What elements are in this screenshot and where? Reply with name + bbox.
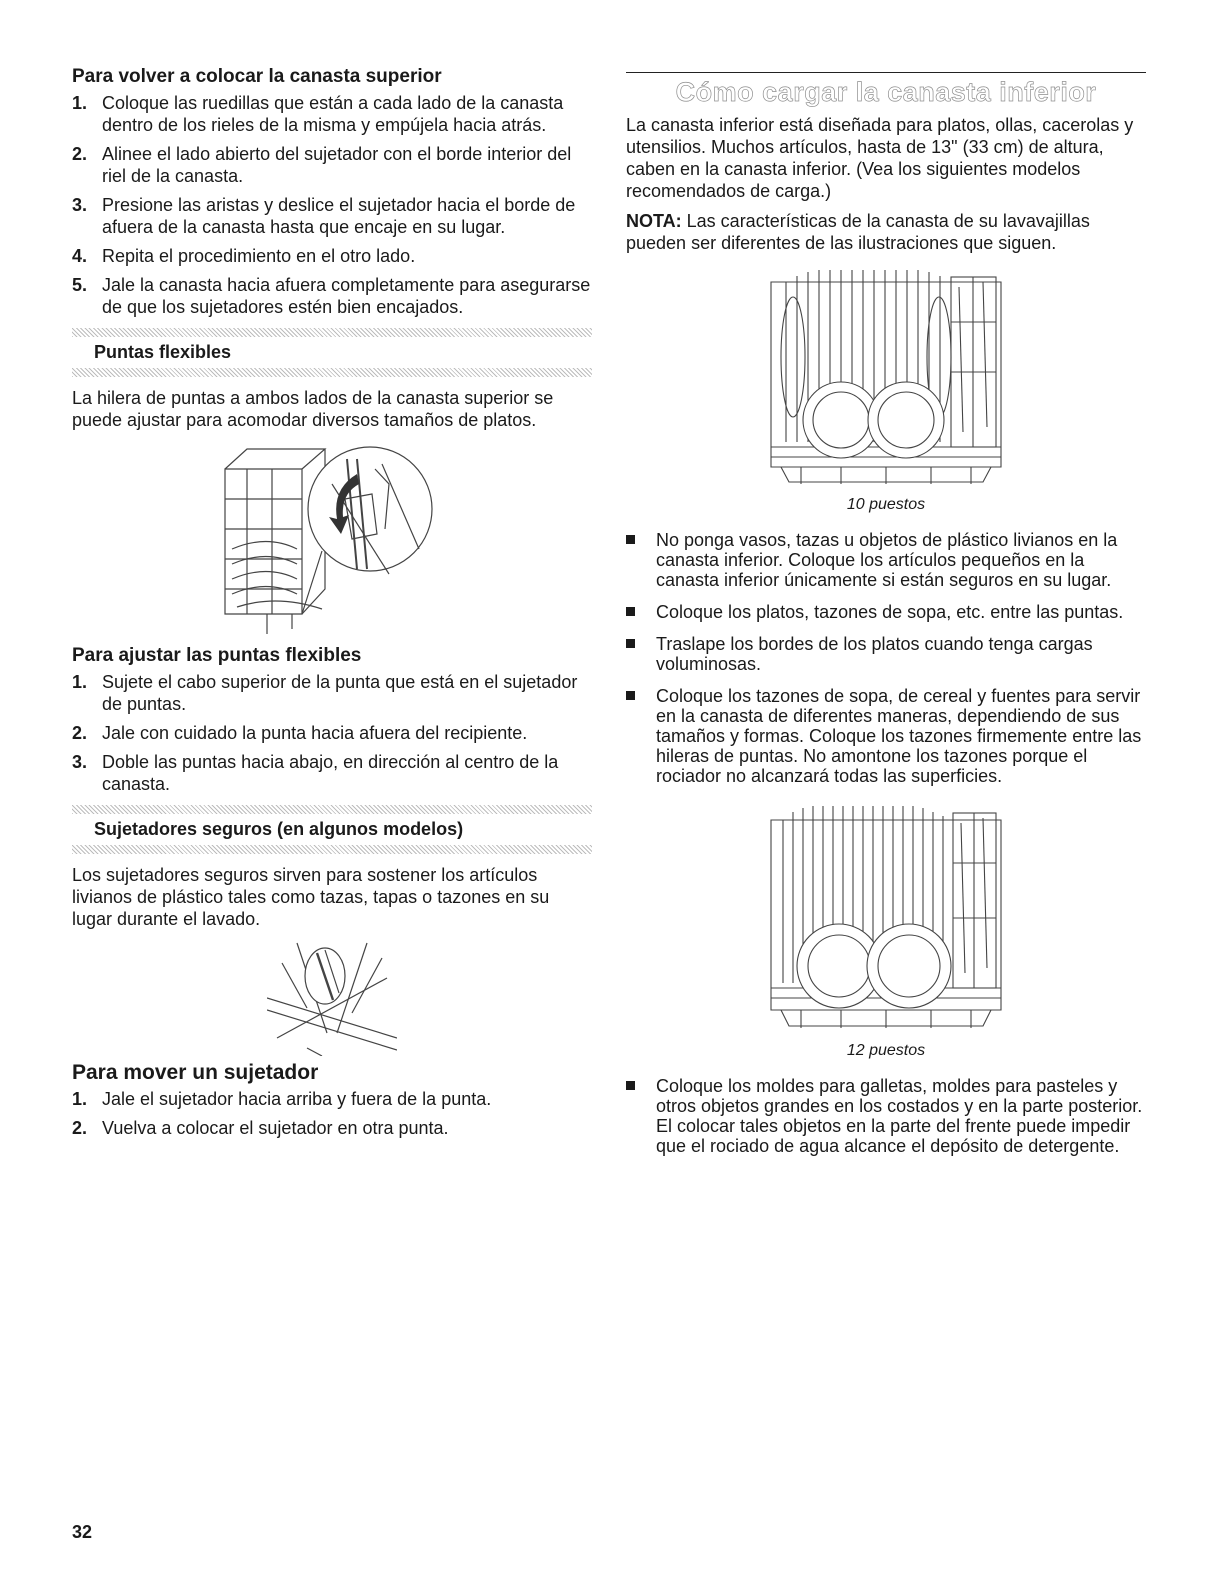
bullet-square [626,607,635,616]
lower-rack-title: Cómo cargar la canasta inferior [675,77,1097,107]
step-number: 3. [72,195,88,215]
step-number: 2. [72,1118,88,1138]
list-item [626,634,1146,674]
note-paragraph [626,210,1146,254]
step-text: Jale con cuidado la punta hacia afuera del recipiente. [102,723,528,743]
bullet-square [626,535,635,544]
list-item [72,1117,592,1139]
bullet-square [626,691,635,700]
step-number: 1. [72,672,88,692]
step-text: Coloque las ruedillas que están a cada lado de la canasta dentro de los rieles de la misma y empújela hacia atrás. [102,93,564,135]
move-clip-steps [72,1088,592,1139]
section-title-adjust-tines: Para ajustar las puntas flexibles [72,645,362,666]
step-number: 4. [72,246,88,266]
hatch-divider [72,328,592,337]
secure-clips-body: Los sujetadores seguros sirven para sostener los artículos livianos de plástico tales como tazas, tapas o tazones en su lugar durante el lavado. [72,865,550,929]
section-rule [626,72,1146,73]
section-title-replace-basket: Para volver a colocar la canasta superior [72,66,442,87]
list-item [72,92,592,136]
list-item [72,1088,592,1110]
step-text: Repita el procedimiento en el otro lado. [102,246,416,266]
left-column [72,60,592,1146]
step-text: Jale el sujetador hacia arriba y fuera de la punta. [102,1089,492,1109]
subheading-secure-clips [72,805,592,854]
step-number: 3. [72,752,88,772]
bullet-text: Traslape los bordes de los platos cuando tenga cargas voluminosas. [656,634,1093,674]
list-item [72,671,592,715]
step-text: Sujete el cabo superior de la punta que está en el sujetador de puntas. [102,672,578,714]
step-text: Jale la canasta hacia afuera completamente para asegurarse de que los sujetadores estén bien encajados. [102,275,591,317]
note-text: Las características de la canasta de su lavavajillas pueden ser diferentes de las ilustraciones que siguen. [626,211,1090,253]
hatch-divider [72,368,592,377]
step-number: 1. [72,93,88,113]
list-item [72,274,592,318]
list-item [626,602,1146,622]
bullet-text: Coloque los platos, tazones de sopa, etc. entre las puntas. [656,602,1124,622]
hatch-divider [72,845,592,854]
bullet-square [626,639,635,648]
adjust-tines-steps [72,671,592,795]
list-item [626,1076,1146,1156]
subheading-flexible-tines [72,328,592,377]
loading-tips-list [626,530,1146,786]
lower-rack-12-place-illustration [761,798,1011,1036]
section-title-move-clip: Para mover un sujetador [72,1061,319,1084]
right-column [626,60,1146,1168]
step-text: Doble las puntas hacia abajo, en dirección al centro de la canasta. [102,752,559,794]
list-item [72,722,592,744]
step-number: 5. [72,275,88,295]
subheading-title: Puntas flexibles [94,342,232,362]
list-item [626,530,1146,590]
bullet-square [626,1081,635,1090]
flexible-tines-body: La hilera de puntas a ambos lados de la canasta superior se puede ajustar para acomodar diversos tamaños de platos. [72,388,554,430]
bullet-text: No ponga vasos, tazas u objetos de plástico livianos en la canasta inferior. Coloque los artículos pequeños en la canasta inferior únicamente si están seguros en su lugar. [656,530,1118,590]
note-label: NOTA: [626,211,682,231]
step-text: Alinee el lado abierto del sujetador con el borde interior del riel de la canasta. [102,144,572,186]
replace-basket-steps [72,92,592,318]
lower-rack-intro: La canasta inferior está diseñada para platos, ollas, cacerolas y utensilios. Muchos artículos, hasta de 13" (33 cm) de altura, caben en la canasta inferior. (Vea los siguientes modelos recomendados de carga.) [626,115,1134,201]
list-item [626,686,1146,786]
figure-caption-10: 10 puestos [846,496,926,513]
list-item [72,245,592,267]
lower-rack-10-place-illustration [761,262,1011,490]
figure-caption-12: 12 puestos [846,1042,926,1059]
list-item [72,143,592,187]
step-text: Presione las aristas y deslice el sujetador hacia el borde de afuera de la canasta hasta que encaje en su lugar. [102,195,576,237]
step-number: 2. [72,144,88,164]
bullet-text: Coloque los moldes para galletas, moldes para pasteles y otros objetos grandes en los costados y en la parte posterior. El colocar tales objetos en la parte del frente puede impedir que el rociado de agua alcance el depósito de detergente. [656,1076,1143,1156]
large-items-list [626,1076,1146,1156]
step-text: Vuelva a colocar el sujetador en otra punta. [102,1118,449,1138]
page-number: 32 [72,1522,93,1542]
flexible-tines-illustration [207,439,457,639]
hatch-divider [72,805,592,814]
step-number: 1. [72,1089,88,1109]
bullet-text: Coloque los tazones de sopa, de cereal y fuentes para servir en la canasta de diferentes maneras, dependiendo de sus tamaños y formas. Coloque los tazones firmemente entre las hileras de puntas. No amontone los tazones porque el rociador no alcanzará todas las superficies. [656,686,1142,786]
secure-clip-illustration [267,938,397,1056]
subheading-title: Sujetadores seguros (en algunos modelos) [94,819,464,839]
step-number: 2. [72,723,88,743]
list-item [72,194,592,238]
list-item [72,751,592,795]
